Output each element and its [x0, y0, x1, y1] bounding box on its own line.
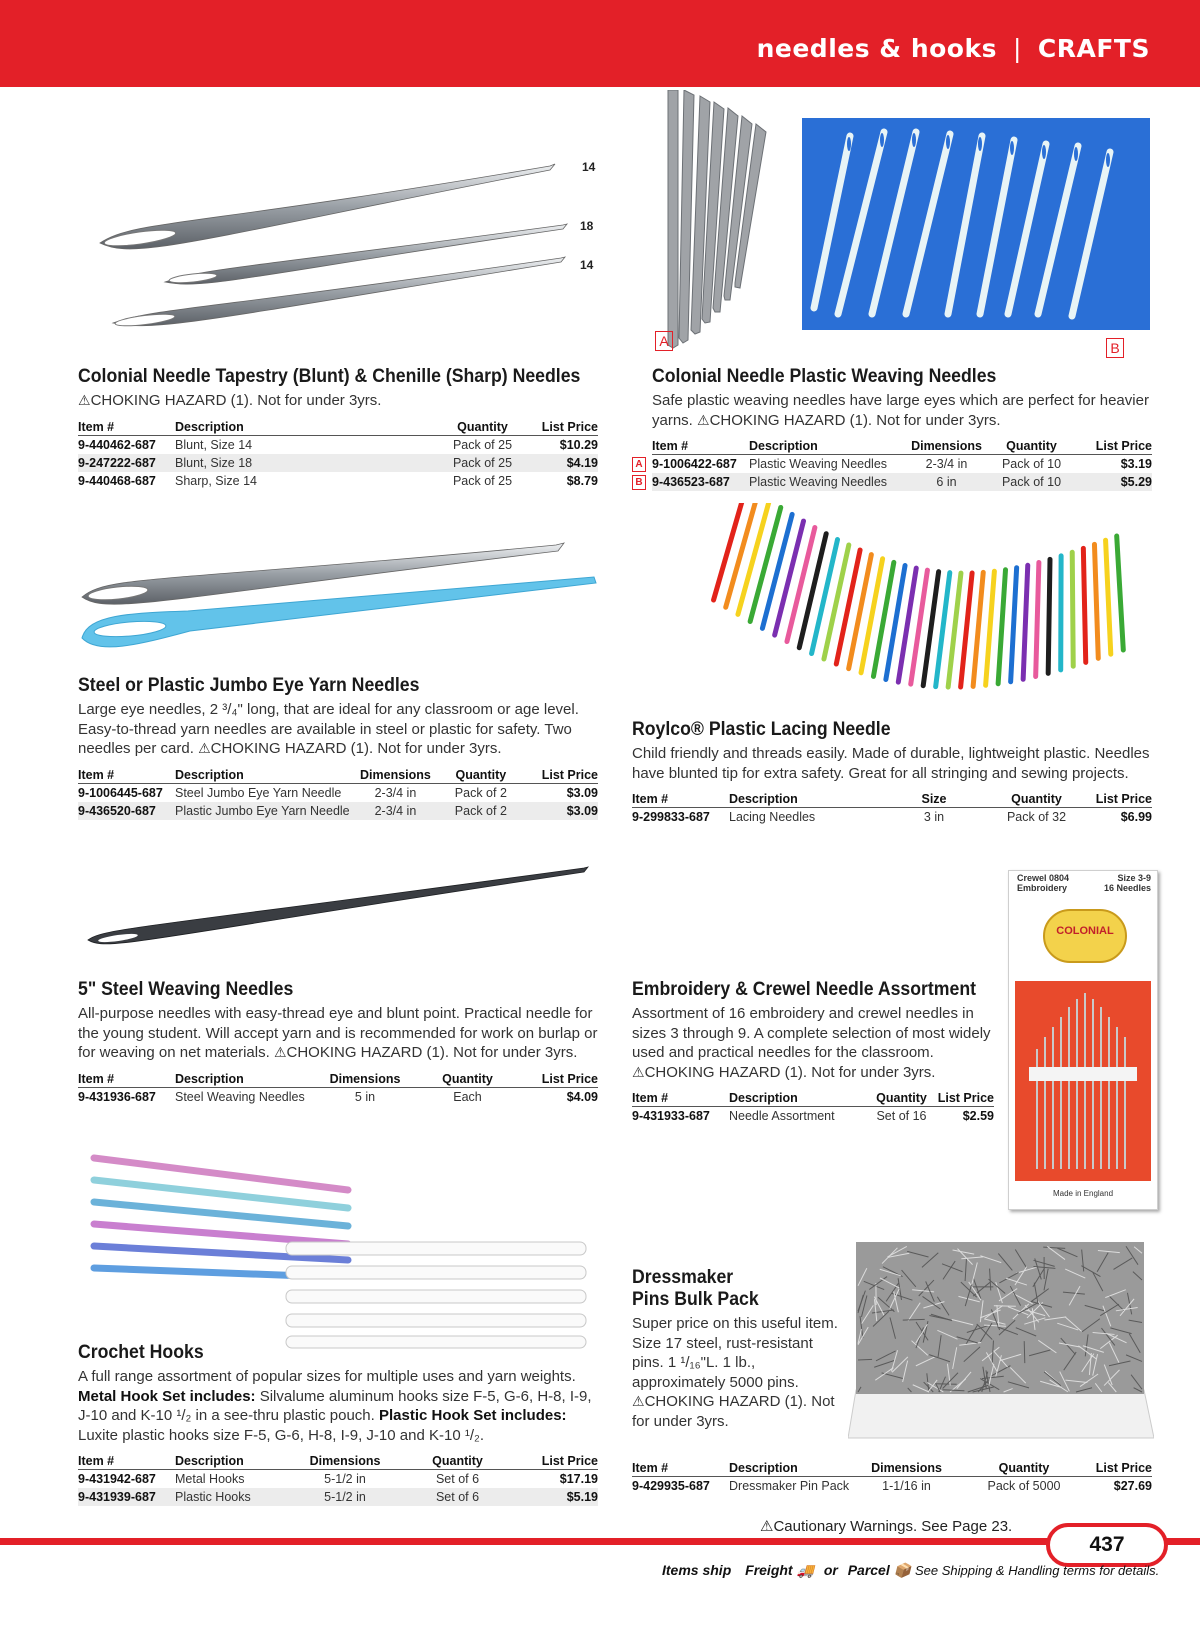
item-price: $8.79	[566, 473, 598, 488]
item-dimensions: 2-3/4 in	[925, 457, 968, 471]
col-header: Description	[175, 419, 435, 436]
item-price: $4.09	[566, 1089, 598, 1104]
item-table	[78, 1453, 598, 1506]
item-table	[635, 438, 1152, 491]
warning-icon: ⚠	[632, 1393, 645, 1409]
product-description: Child friendly and threads easily. Made of durable, lightweight plastic. Needles have blunted tip for extra safety. Great for all stringing and sewing projects.	[632, 745, 1150, 782]
lacing-needle-shape	[812, 540, 838, 654]
col-header: List Price	[934, 1090, 994, 1107]
item-table	[78, 767, 598, 820]
shipping-note: See Shipping & Handling terms for details.	[914, 1563, 1160, 1578]
item-price: $5.19	[530, 1488, 598, 1506]
item-number: 9-440468-687	[78, 473, 156, 488]
pack-label: Crewel 0804	[1017, 873, 1070, 883]
gray-needles-image	[648, 90, 798, 350]
col-header: Item #	[632, 1090, 729, 1107]
col-header: Description	[729, 1090, 869, 1107]
item-number-text: 9-436523-687	[652, 475, 730, 489]
shipping-info	[662, 1562, 1159, 1579]
item-number: 9-431936-687	[78, 1089, 156, 1104]
col-header: Item #	[652, 438, 749, 455]
item-price: $3.09	[531, 802, 598, 820]
col-header: Quantity	[984, 438, 1079, 455]
product-description: Super price on this useful item. Size 17 steel, rust-resistant pins. 1 ¹/₁₆"L. 1 lb., approximately 5000 pins.	[632, 1315, 838, 1391]
colonial-logo-text: COLONIAL	[1056, 925, 1114, 937]
product-plastic-weaving-needles	[635, 366, 1152, 491]
product-roylco-lacing-needle	[632, 719, 1152, 826]
item-price: $3.19	[1120, 457, 1152, 471]
warning-icon: ⚠	[273, 1044, 287, 1060]
hazard-warning: CHOKING HAZARD (1). Not for under 3yrs.	[90, 392, 382, 409]
lacing-needle-shape	[849, 555, 872, 669]
marker-a: A	[655, 331, 673, 351]
pack-label: Embroidery	[1017, 883, 1068, 893]
header-separator: |	[1012, 34, 1022, 63]
col-header: Size	[879, 791, 989, 808]
pack-count: 16 Needles	[1103, 883, 1151, 893]
lacing-needle-shape	[1117, 536, 1124, 650]
item-number: 9-1006445-687	[78, 785, 163, 800]
item-price: $4.19	[530, 454, 598, 472]
item-description: Plastic Hooks	[175, 1488, 305, 1506]
item-number	[635, 473, 749, 491]
plastic-set-text: Luxite plastic hooks size F-5, G-6, H-8, I-9, J-10 and K-10 ¹/₂.	[78, 1426, 484, 1444]
category-label: CRAFTS	[1037, 34, 1150, 63]
plastic-set-label: Plastic Hook Set includes:	[379, 1407, 567, 1424]
freight-label: Freight	[745, 1562, 793, 1578]
item-number: 9-431939-687	[78, 1488, 175, 1506]
item-quantity: Pack of 10	[1001, 457, 1062, 471]
col-header: Description	[175, 1071, 325, 1088]
product-title: Steel or Plastic Jumbo Eye Yarn Needles	[78, 675, 420, 696]
hazard-warning: CHOKING HAZARD (1). Not for under 3yrs.	[644, 1063, 936, 1081]
item-number: 9-247222-687	[78, 454, 175, 472]
row-marker: A	[632, 457, 646, 472]
table-row	[652, 473, 1152, 491]
table-row	[78, 435, 598, 454]
col-header: Description	[749, 438, 909, 455]
item-dimensions: 2-3/4 in	[374, 785, 417, 800]
col-header: Quantity	[869, 1090, 934, 1107]
product-dressmaker-pins	[632, 1267, 847, 1431]
lacing-needle-shape	[1048, 559, 1050, 673]
size-label: 14	[582, 160, 596, 174]
item-description: Needle Assortment	[729, 1109, 835, 1123]
table-row	[652, 455, 1152, 474]
product-description: Safe plastic weaving needles have large eyes which are perfect for heavier yarns.	[652, 392, 1149, 429]
truck-icon: 🚚	[796, 1562, 814, 1578]
jumbo-eye-needles-image	[78, 535, 598, 660]
hazard-warning: CHOKING HAZARD (1). Not for under 3yrs.	[632, 1393, 835, 1430]
item-quantity: Set of 6	[435, 1472, 480, 1486]
item-description: Lacing Needles	[729, 810, 816, 824]
warning-icon: ⚠	[198, 740, 211, 756]
product-title: Embroidery & Crewel Needle Assortment	[632, 979, 977, 1000]
pin-shape	[1024, 1341, 1025, 1363]
lacing-needle-shape	[1023, 565, 1028, 679]
metal-set-text: Silvalume aluminum hooks size F-5, G-6, H-8, I-9, J-10 and K-10 ¹/₂ in a see-thru plastic pouch.	[78, 1387, 592, 1424]
table-row	[78, 472, 598, 490]
item-table	[632, 1460, 1152, 1495]
caution-text: Cautionary Warnings. See Page 23.	[773, 1518, 1013, 1535]
lacing-needle-shape	[986, 571, 995, 685]
warning-icon: ⚠	[697, 411, 710, 428]
product-tapestry-needles	[78, 366, 598, 490]
table-row	[78, 1488, 598, 1506]
hazard-warning: CHOKING HAZARD (1). Not for under 3yrs.	[286, 1044, 578, 1061]
item-table	[632, 1090, 994, 1125]
item-table	[632, 791, 1152, 826]
product-title: Dressmaker	[632, 1267, 734, 1288]
item-description: Sharp, Size 14	[175, 473, 257, 488]
col-header: Quantity	[405, 1071, 530, 1088]
crochet-hooks-image	[86, 1150, 596, 1350]
item-quantity: Set of 6	[385, 1488, 530, 1506]
col-header: Quantity	[435, 419, 530, 436]
size-label: 14	[580, 258, 594, 272]
item-number	[635, 455, 749, 474]
product-title: Roylco® Plastic Lacing Needle	[632, 719, 891, 740]
or-label: or	[823, 1562, 838, 1578]
product-steel-weaving-needles	[78, 979, 598, 1106]
size-label: 18	[580, 219, 594, 233]
hazard-warning: CHOKING HAZARD (1). Not for under 3yrs.	[210, 740, 502, 757]
item-number: 9-429935-687	[632, 1479, 710, 1493]
pins-box-image	[848, 1240, 1154, 1445]
item-number: 9-431942-687	[78, 1472, 156, 1486]
item-number: 9-436520-687	[78, 802, 175, 820]
item-number: 9-299833-687	[632, 810, 710, 824]
lacing-needle-shape	[961, 573, 972, 687]
col-header: Item #	[78, 767, 175, 784]
item-number: 9-431933-687	[632, 1109, 710, 1123]
col-header: List Price	[530, 419, 598, 436]
item-quantity: Pack of 10	[984, 473, 1079, 491]
item-quantity: Pack of 2	[431, 802, 531, 820]
lacing-needle-shape	[762, 514, 792, 628]
col-header: Item #	[632, 791, 729, 808]
item-dimensions: 5-1/2 in	[305, 1488, 385, 1506]
table-row	[78, 454, 598, 472]
col-header: List Price	[1079, 438, 1152, 455]
col-header: List Price	[531, 767, 598, 784]
item-dimensions: 2-3/4 in	[360, 802, 431, 820]
col-header: Quantity	[385, 1453, 530, 1470]
pin-shape	[858, 1359, 872, 1360]
product-title: 5" Steel Weaving Needles	[78, 979, 294, 1000]
col-header: List Price	[530, 1071, 598, 1088]
marker-b: B	[1106, 338, 1124, 358]
col-header: Quantity	[989, 791, 1084, 808]
table-row	[632, 1107, 994, 1126]
item-description: Metal Hooks	[175, 1472, 245, 1486]
blue-needles-image	[802, 118, 1150, 330]
col-header: Item #	[78, 1071, 175, 1088]
col-header: Dimensions	[305, 1453, 385, 1470]
product-title-line2: Pins Bulk Pack	[632, 1289, 759, 1310]
table-row	[78, 783, 598, 802]
item-price: $3.09	[566, 785, 598, 800]
lacing-needle-shape	[1011, 568, 1017, 682]
pack-footer: Made in England	[1052, 1189, 1114, 1198]
col-header: List Price	[1095, 1461, 1152, 1475]
lacing-needle-shape	[775, 521, 804, 635]
product-crochet-hooks	[78, 1342, 598, 1506]
item-description: Steel Jumbo Eye Yarn Needle	[175, 785, 342, 800]
product-description: A full range assortment of popular sizes for multiple uses and yarn weights.	[78, 1368, 576, 1385]
metal-set-label: Metal Hook Set includes:	[78, 1387, 256, 1405]
col-header: Dimensions	[909, 438, 984, 455]
col-header: Quantity	[954, 1460, 1094, 1477]
col-header: Item #	[632, 1460, 729, 1477]
section-label: needles & hooks	[756, 34, 997, 63]
col-header: Dimensions	[859, 1460, 954, 1477]
embroidery-needle-pack-image	[1008, 870, 1158, 1210]
item-quantity: Pack of 5000	[987, 1479, 1061, 1493]
col-header: Dimensions	[360, 767, 431, 782]
item-quantity: Pack of 25	[452, 437, 513, 452]
item-quantity: Pack of 2	[454, 785, 507, 800]
item-number: 9-440462-687	[78, 437, 156, 452]
tapestry-needles-image	[95, 150, 605, 350]
lacing-needle-shape	[750, 507, 781, 621]
item-description: Blunt, Size 14	[175, 437, 253, 452]
caution-note	[760, 1517, 1012, 1535]
steel-weaving-needle-image	[84, 862, 589, 952]
product-embroidery-needles	[632, 979, 997, 1125]
item-price: $5.29	[1079, 473, 1152, 491]
table-row	[632, 1477, 1152, 1496]
product-jumbo-eye-needles	[78, 675, 598, 820]
col-header: Item #	[78, 419, 175, 436]
item-table	[78, 419, 598, 490]
table-row	[78, 802, 598, 820]
lacing-needle-shape	[998, 570, 1005, 684]
item-price: $10.29	[559, 437, 598, 452]
item-dimensions: 5 in	[354, 1089, 376, 1104]
col-header: Dimensions	[325, 1071, 405, 1088]
lacing-needle-shape	[824, 545, 849, 659]
item-quantity: Pack of 25	[452, 473, 513, 488]
warning-icon: ⚠	[78, 392, 91, 408]
table-row	[78, 1470, 598, 1489]
table-row	[632, 808, 1152, 827]
warning-icon: ⚠	[632, 1063, 645, 1080]
box-icon: 📦	[893, 1562, 912, 1578]
col-header: Description	[729, 791, 879, 808]
product-description: Large eye needles, 2 ³/₄" long, that are ideal for any classroom or age level. Easy-to-thread yarn needles are available in steel or plastic for safety. Two needles per card.	[78, 701, 579, 757]
col-header: List Price	[530, 1453, 598, 1470]
col-header: Description	[729, 1460, 859, 1477]
product-title: Colonial Needle Tapestry (Blunt) & Chenille (Sharp) Needles	[78, 366, 581, 387]
pins-item-table-wrap	[632, 1460, 1152, 1495]
lacing-needle-shape	[1106, 540, 1111, 654]
col-header: Item #	[78, 1453, 175, 1470]
item-dimensions: 6 in	[909, 473, 984, 491]
item-size: 3 in	[923, 810, 945, 824]
product-title: Crochet Hooks	[78, 1342, 204, 1363]
lacing-needle-shape	[1083, 548, 1085, 662]
lacing-needle-shape	[836, 550, 860, 664]
item-dimensions: 1-1/16 in	[882, 1479, 931, 1493]
item-quantity: Each	[453, 1089, 482, 1104]
item-description: Dressmaker Pin Pack	[729, 1479, 850, 1493]
product-title: Colonial Needle Plastic Weaving Needles	[652, 366, 997, 387]
table-row	[78, 1087, 598, 1106]
item-table	[78, 1071, 598, 1106]
item-description: Plastic Weaving Needles	[749, 457, 888, 471]
pack-size: Size 3-9	[1117, 873, 1151, 883]
product-description: Assortment of 16 embroidery and crewel needles in sizes 3 through 9. A complete selection of most widely used and practical needles for the classroom.	[632, 1005, 991, 1061]
footer-bar	[0, 1538, 1200, 1545]
item-number-text: 9-1006422-687	[652, 457, 737, 471]
item-description: Plastic Jumbo Eye Yarn Needle	[175, 802, 360, 820]
col-header: List Price	[1084, 791, 1152, 808]
item-quantity: Pack of 25	[435, 454, 530, 472]
lacing-needle-shape	[787, 528, 815, 642]
item-quantity: Set of 16	[876, 1109, 927, 1123]
col-header: Quantity	[431, 767, 531, 784]
lacing-needle-shape	[799, 534, 826, 648]
row-marker: B	[632, 475, 646, 490]
item-price: $6.99	[1120, 810, 1152, 824]
item-price: $2.59	[962, 1109, 994, 1123]
col-header: Description	[175, 1453, 305, 1470]
lacing-needle-shape	[1036, 562, 1039, 676]
hazard-warning: CHOKING HAZARD (1). Not for under 3yrs.	[709, 411, 1001, 429]
item-description: Plastic Weaving Needles	[749, 473, 909, 491]
page-header	[0, 0, 1200, 87]
page-number: 437	[1046, 1523, 1168, 1567]
lacing-needle-shape	[1072, 552, 1073, 666]
product-description: All-purpose needles with easy-thread eye and blunt point. Practical needle for the young student. Will accept yarn and is recommended for work on burlap or for weaving on net materials.	[78, 1005, 598, 1061]
item-description: Blunt, Size 18	[175, 454, 435, 472]
parcel-label: Parcel	[847, 1562, 890, 1578]
needle-bundle-icon	[1029, 989, 1137, 1177]
item-dimensions: 5-1/2 in	[324, 1472, 366, 1486]
lacing-needle-shape	[1094, 544, 1098, 658]
items-ship-label: Items ship	[662, 1562, 732, 1578]
item-description: Steel Weaving Needles	[175, 1089, 305, 1104]
item-price: $17.19	[559, 1472, 598, 1486]
lacing-needle-shape	[973, 572, 983, 686]
header-title	[757, 34, 1150, 63]
lacing-needles-image	[710, 503, 1150, 718]
warning-icon: ⚠	[760, 1518, 774, 1535]
col-header: Description	[175, 767, 360, 784]
item-quantity: Pack of 32	[1006, 810, 1067, 824]
item-price: $27.69	[1113, 1479, 1152, 1493]
